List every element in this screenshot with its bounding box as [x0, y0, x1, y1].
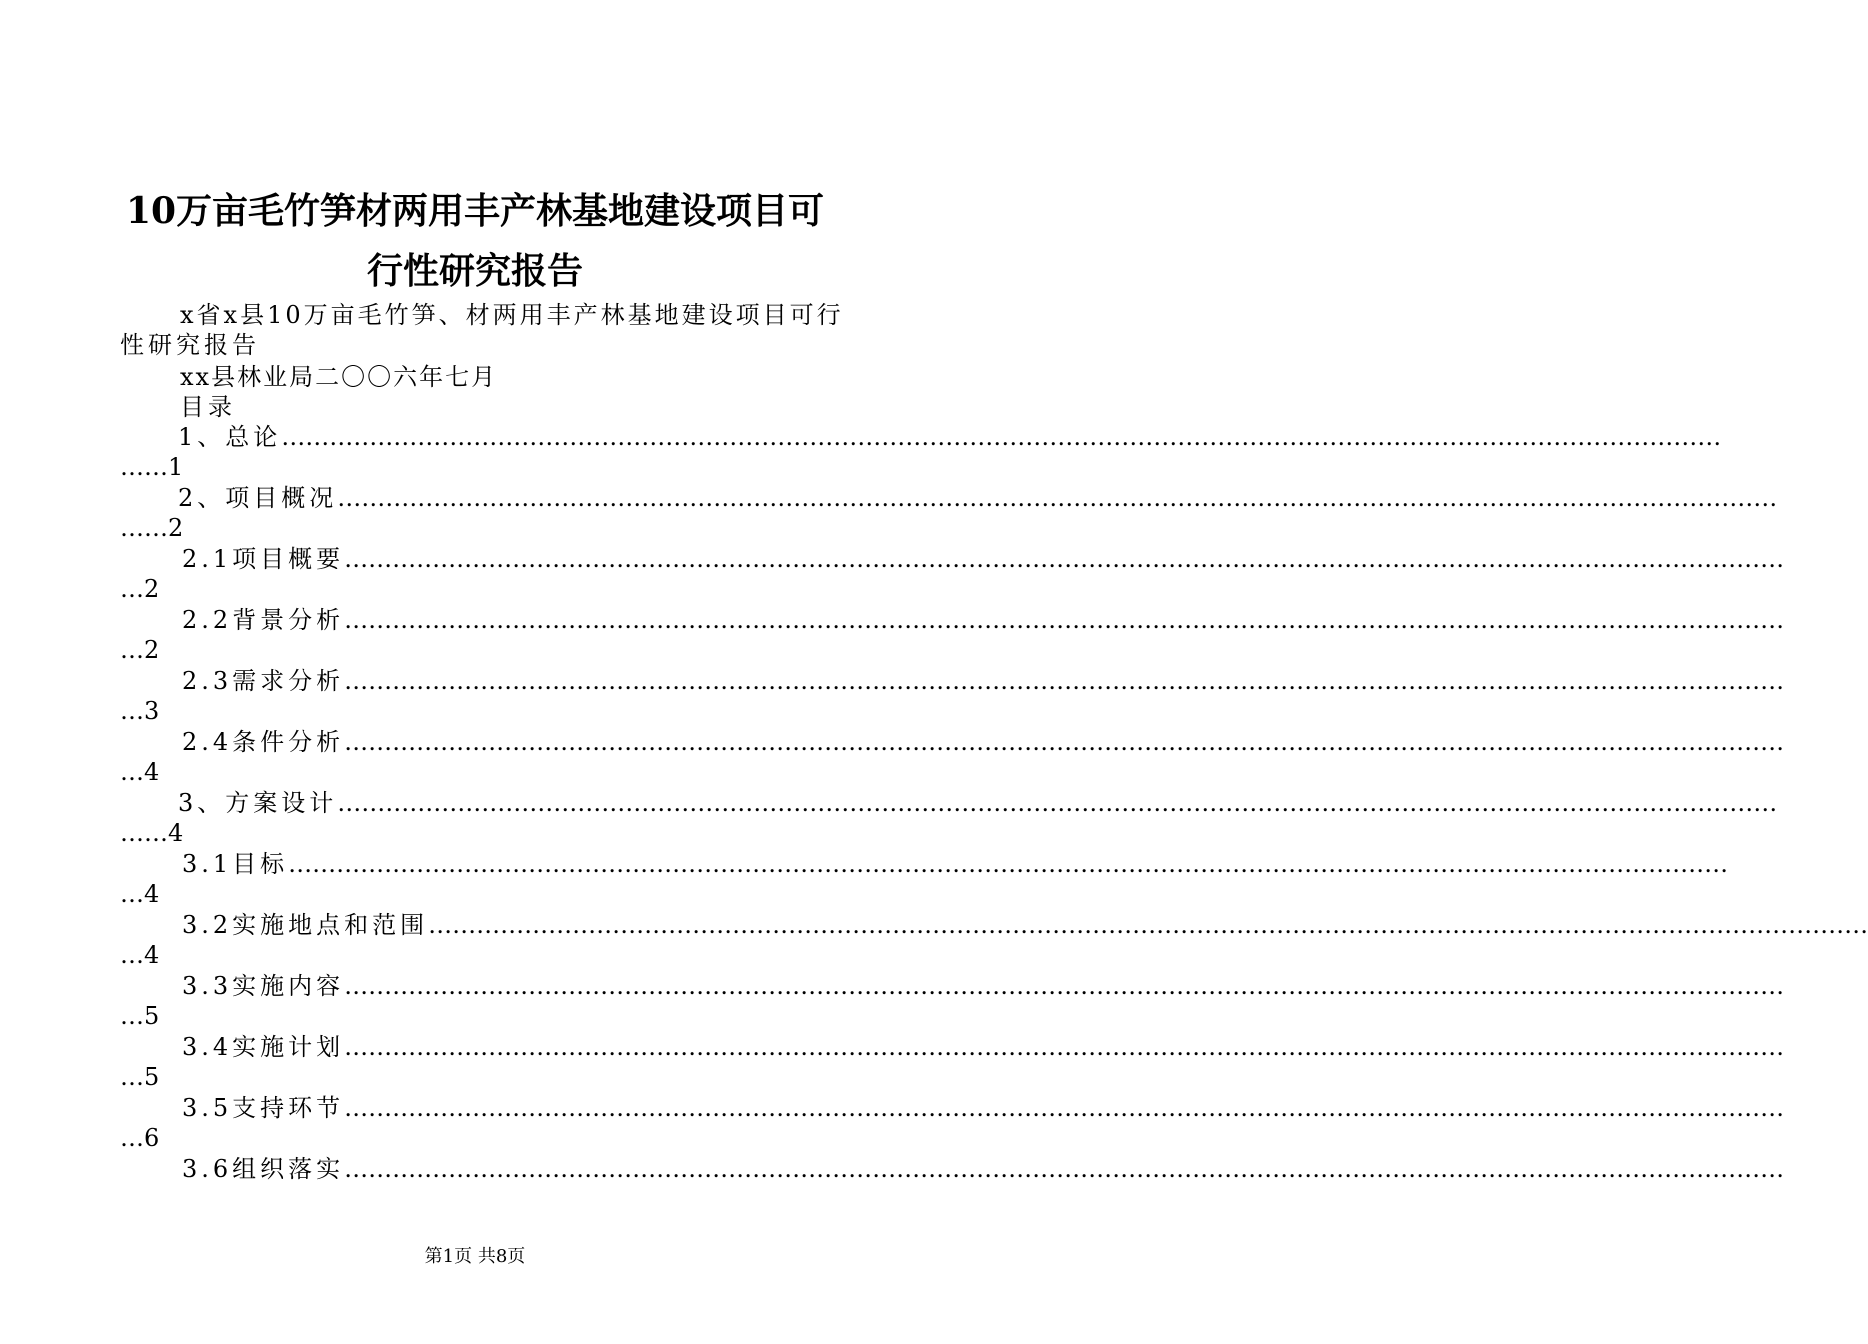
- toc-page-number: ……4: [120, 819, 184, 847]
- toc-leader-dots: ………………………………………………………………………………………………………………………………………………………………: [337, 484, 1778, 512]
- toc-entry-label: 3.6组织落实: [182, 1155, 345, 1183]
- toc-entry-label: 3.2实施地点和范围: [182, 911, 429, 939]
- document-title-line-2: 行性研究报告: [366, 250, 583, 292]
- toc-entry-label: 3.3实施内容: [182, 972, 345, 1000]
- toc-leader-dots: ………………………………………………………………………………………………………………………………………………………………: [344, 1094, 1785, 1122]
- toc-page-number: …4: [120, 941, 160, 969]
- toc-page-number: …5: [120, 1002, 160, 1030]
- toc-entry-label: 3.5支持环节: [182, 1094, 345, 1122]
- toc-entry-label: 3、方案设计: [178, 789, 338, 817]
- toc-page-number: …6: [120, 1124, 160, 1152]
- toc-leader-dots: ………………………………………………………………………………………………………………………………………………………………: [337, 789, 1778, 817]
- toc-page-number: …4: [120, 758, 160, 786]
- toc-page-number: ……2: [120, 514, 184, 542]
- toc-entry-label: 2.4条件分析: [182, 728, 345, 756]
- page-footer: 第1页 共8页: [424, 1246, 526, 1267]
- toc-leader-dots: ………………………………………………………………………………………………………………………………………………………………: [344, 606, 1785, 634]
- toc-entry-label: 2.1项目概要: [182, 545, 345, 573]
- toc-heading: 目录: [180, 393, 236, 421]
- toc-entry-label: 2.3需求分析: [182, 667, 345, 695]
- toc-entry-label: 2、项目概况: [178, 484, 338, 512]
- toc-leader-dots: ………………………………………………………………………………………………………………………………………………………………: [344, 1033, 1785, 1061]
- toc-leader-dots: ………………………………………………………………………………………………………………………………………………………………: [344, 972, 1785, 1000]
- toc-leader-dots: ………………………………………………………………………………………………………………………………………………………………: [344, 545, 1785, 573]
- toc-page-number: …4: [120, 880, 160, 908]
- toc-entry-label: 2.2背景分析: [182, 606, 345, 634]
- toc-page-number: …5: [120, 1063, 160, 1091]
- toc-leader-dots: ………………………………………………………………………………………………………………………………………………………………: [344, 667, 1785, 695]
- toc-page-number: …2: [120, 636, 160, 664]
- toc-leader-dots: ………………………………………………………………………………………………………………………………………………………………: [281, 423, 1722, 451]
- toc-leader-dots: ………………………………………………………………………………………………………………………………………………………………: [428, 911, 1868, 939]
- document-title-line-1: 10万亩毛竹笋材两用丰产林基地建设项目可: [125, 190, 825, 232]
- intro-line-1: x省x县10万亩毛竹笋、材两用丰产林基地建设项目可行: [180, 301, 844, 329]
- toc-leader-dots: ………………………………………………………………………………………………………………………………………………………………: [288, 850, 1729, 878]
- toc-leader-dots: ………………………………………………………………………………………………………………………………………………………………: [344, 1155, 1785, 1183]
- toc-page-number: …2: [120, 575, 160, 603]
- toc-page-number: ……1: [120, 453, 184, 481]
- intro-line-2: 性研究报告: [120, 331, 260, 359]
- toc-entry-label: 3.1目标: [182, 850, 289, 878]
- toc-entry-label: 1、总论: [178, 423, 282, 451]
- toc-leader-dots: ………………………………………………………………………………………………………………………………………………………………: [344, 728, 1785, 756]
- toc-page-number: …3: [120, 697, 160, 725]
- issuer-line: xx县林业局二〇〇六年七月: [180, 363, 498, 391]
- toc-entry-label: 3.4实施计划: [182, 1033, 345, 1061]
